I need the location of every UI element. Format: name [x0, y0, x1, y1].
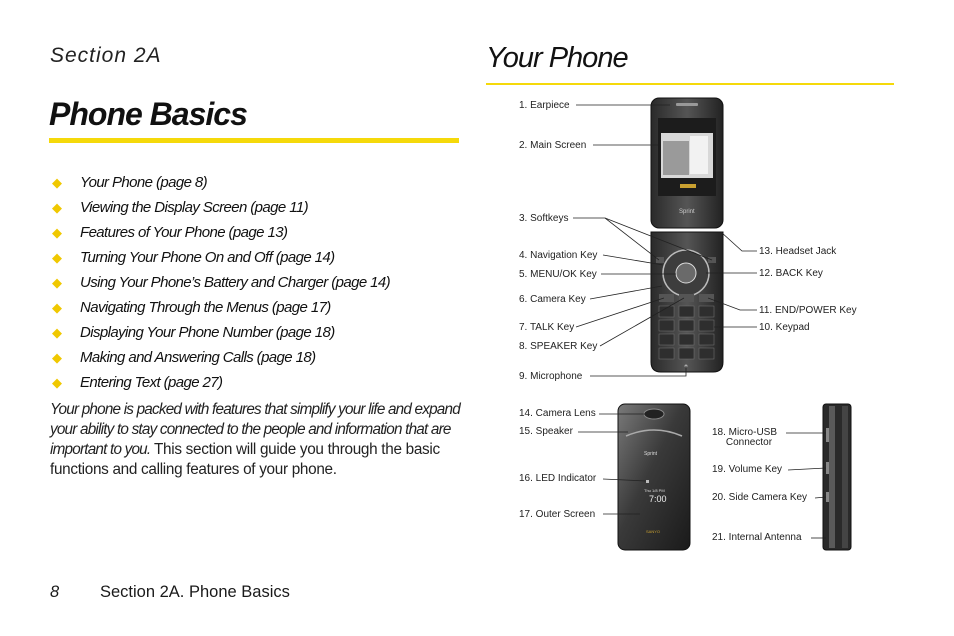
- intro-lead: Your phone is packed with features that simplify your life and expand your ability to stay connected to the people and information that are important to you.: [50, 401, 460, 458]
- topic-link[interactable]: Entering Text (page 27): [80, 374, 223, 391]
- callout-label: 10. Keypad: [759, 322, 810, 333]
- diamond-bullet-icon: ◆: [52, 324, 62, 340]
- maker-logo: [680, 184, 696, 188]
- closed-phone-front: [618, 404, 690, 550]
- camera-lens: [644, 409, 664, 419]
- outer-time: 7:00: [649, 494, 667, 504]
- topic-link[interactable]: Features of Your Phone (page 13): [80, 224, 288, 241]
- topic-link[interactable]: Making and Answering Calls (page 18): [80, 349, 316, 366]
- talk-key[interactable]: [659, 294, 674, 302]
- callout-label: 16. LED Indicator: [519, 473, 597, 484]
- callout-label: 15. Speaker: [519, 426, 573, 437]
- callout-label: 6. Camera Key: [519, 294, 586, 305]
- softkey-left[interactable]: [656, 257, 664, 263]
- diamond-bullet-icon: ◆: [52, 299, 62, 315]
- led-indicator: [646, 480, 649, 483]
- callout-label: 20. Side Camera Key: [712, 492, 808, 503]
- callout-label: 1. Earpiece: [519, 100, 570, 111]
- your-phone-title: Your Phone: [486, 42, 628, 74]
- callout-label: 17. Outer Screen: [519, 509, 596, 520]
- page-number: 8: [50, 583, 60, 601]
- topic-link[interactable]: Viewing the Display Screen (page 11): [80, 199, 308, 216]
- callout-label: 13. Headset Jack: [759, 246, 837, 257]
- callout-label: 12. BACK Key: [759, 268, 823, 279]
- diamond-bullet-icon: ◆: [52, 224, 62, 240]
- topic-link[interactable]: Navigating Through the Menus (page 17): [80, 299, 331, 316]
- diamond-bullet-icon: ◆: [52, 374, 62, 390]
- micro-usb-connector: [826, 428, 829, 442]
- menu-ok-key[interactable]: [676, 263, 696, 283]
- brand-logo: Sprint: [644, 451, 658, 457]
- earpiece: [676, 103, 698, 106]
- callout-label: 11. END/POWER Key: [759, 305, 857, 316]
- end-power-key[interactable]: [699, 294, 714, 302]
- diamond-bullet-icon: ◆: [52, 174, 62, 190]
- diamond-bullet-icon: ◆: [52, 349, 62, 365]
- brand-logo: Sprint: [679, 209, 695, 215]
- callout-label: 8. SPEAKER Key: [519, 341, 598, 352]
- volume-key[interactable]: [826, 462, 829, 474]
- callout-label: 2. Main Screen: [519, 140, 587, 151]
- callout-label: 5. MENU/OK Key: [519, 269, 597, 280]
- leader-lines: [786, 433, 826, 538]
- topic-link[interactable]: Your Phone (page 8): [80, 174, 208, 191]
- diamond-bullet-icon: ◆: [52, 199, 62, 215]
- footer-section-title: Section 2A. Phone Basics: [100, 583, 290, 601]
- intro-rest: This section will guide you through the basic functions and calling features of your phone.: [50, 441, 440, 478]
- speaker-key[interactable]: [679, 294, 694, 302]
- callout-label: 7. TALK Key: [519, 322, 575, 333]
- callout-label: 3. Softkeys: [519, 213, 569, 224]
- closed-phone-side: [823, 404, 851, 550]
- chapter-title: Phone Basics: [49, 96, 247, 132]
- diamond-bullet-icon: ◆: [52, 274, 62, 290]
- side-camera-key[interactable]: [826, 492, 829, 502]
- callout-label: 19. Volume Key: [712, 464, 783, 475]
- maker-logo: SANYO: [646, 529, 661, 534]
- outer-date: Thu 1/8 PM: [644, 488, 665, 493]
- topic-link[interactable]: Turning Your Phone On and Off (page 14): [80, 249, 335, 266]
- callout-label: 9. Microphone: [519, 371, 583, 382]
- topic-link[interactable]: Using Your Phone’s Battery and Charger (page 14): [80, 274, 391, 291]
- callout-label: 18. Micro-USB Connector: [712, 427, 778, 448]
- callout-label: 4. Navigation Key: [519, 250, 598, 261]
- open-phone: [651, 98, 723, 372]
- diamond-bullet-icon: ◆: [52, 249, 62, 265]
- callout-label: 21. Internal Antenna: [712, 532, 802, 543]
- topic-link[interactable]: Displaying Your Phone Number (page 18): [80, 324, 335, 341]
- callout-label: 14. Camera Lens: [519, 408, 596, 419]
- section-label: Section 2A: [50, 44, 162, 67]
